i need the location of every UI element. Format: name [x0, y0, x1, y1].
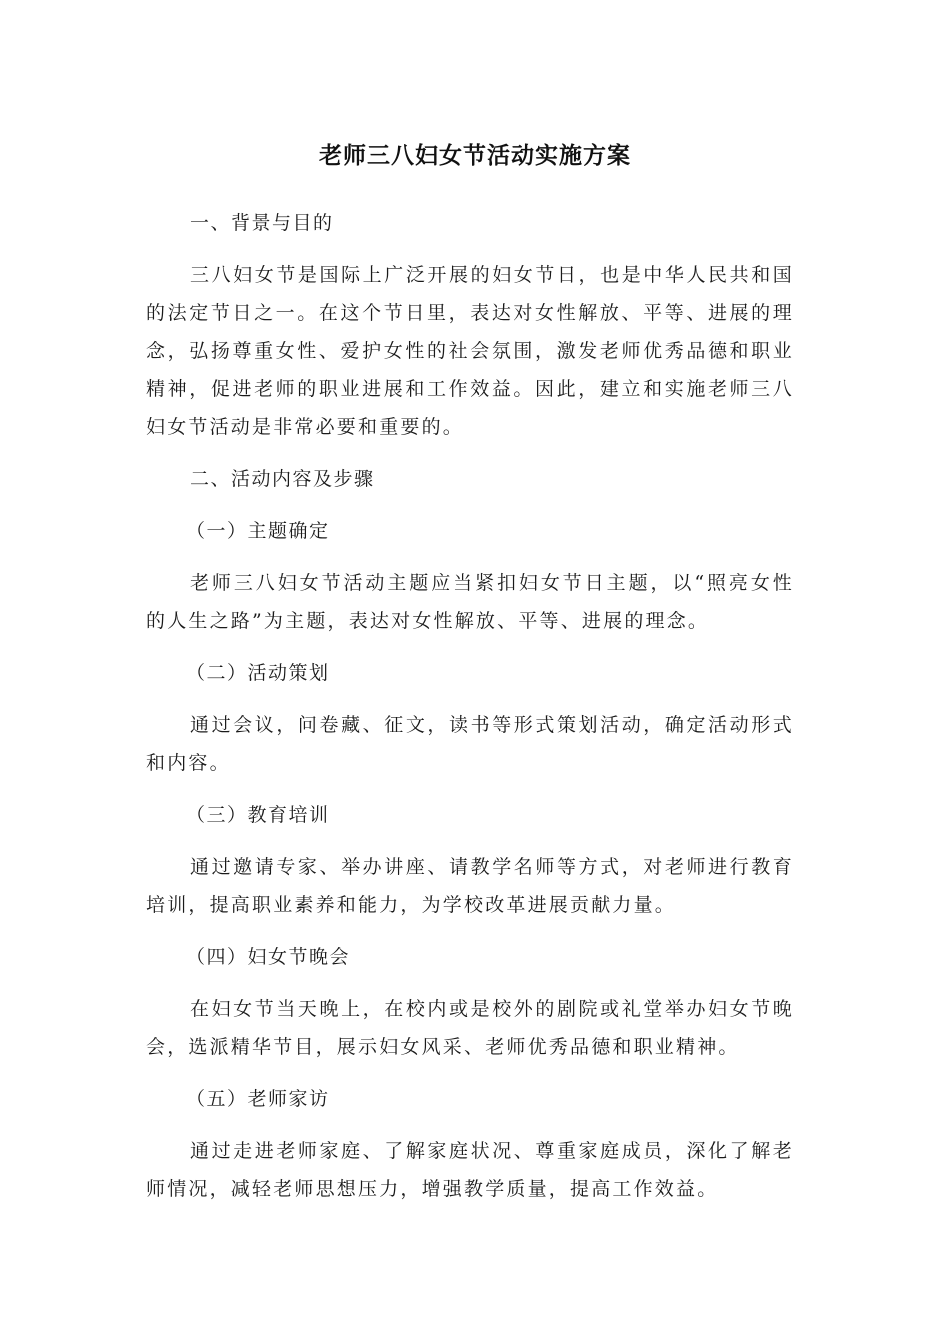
- paragraph-planning: 通过会议，问卷藏、征文，读书等形式策划活动，确定活动形式和内容。: [146, 714, 794, 774]
- paragraph-training: 通过邀请专家、举办讲座、请教学名师等方式，对老师进行教育培训，提高职业素养和能力，为学校改革进展贡献力量。: [146, 856, 794, 916]
- subheading-gala: （四）妇女节晚会: [186, 946, 351, 968]
- section-heading-background: 一、背景与目的: [190, 212, 334, 234]
- paragraph-theme: 老师三八妇女节活动主题应当紧扣妇女节日主题，以“照亮女性的人生之路”为主题，表达对女性解放、平等、进展的理念。: [146, 572, 794, 632]
- subheading-theme: （一）主题确定: [186, 520, 330, 542]
- paragraph-background: 三八妇女节是国际上广泛开展的妇女节日，也是中华人民共和国的法定节日之一。在这个节日里，表达对女性解放、平等、进展的理念，弘扬尊重女性、爱护女性的社会氛围，激发老师优秀品德和职业精神，促进老师的职业进展和工作效益。因此，建立和实施老师三八妇女节活动是非常必要和重要的。: [146, 264, 794, 438]
- document-body: [146, 204, 794, 1222]
- subheading-home-visit: （五）老师家访: [186, 1088, 330, 1110]
- subheading-training: （三）教育培训: [186, 804, 330, 826]
- document-title: 老师三八妇女节活动实施方案: [319, 143, 631, 169]
- paragraph-gala: 在妇女节当天晚上，在校内或是校外的剧院或礼堂举办妇女节晚会，选派精华节目，展示妇女风采、老师优秀品德和职业精神。: [146, 998, 794, 1058]
- section-heading-activities: 二、活动内容及步骤: [190, 468, 375, 490]
- paragraph-home-visit: 通过走进老师家庭、了解家庭状况、尊重家庭成员，深化了解老师情况，减轻老师思想压力，增强教学质量，提高工作效益。: [146, 1140, 794, 1200]
- subheading-planning: （二）活动策划: [186, 662, 330, 684]
